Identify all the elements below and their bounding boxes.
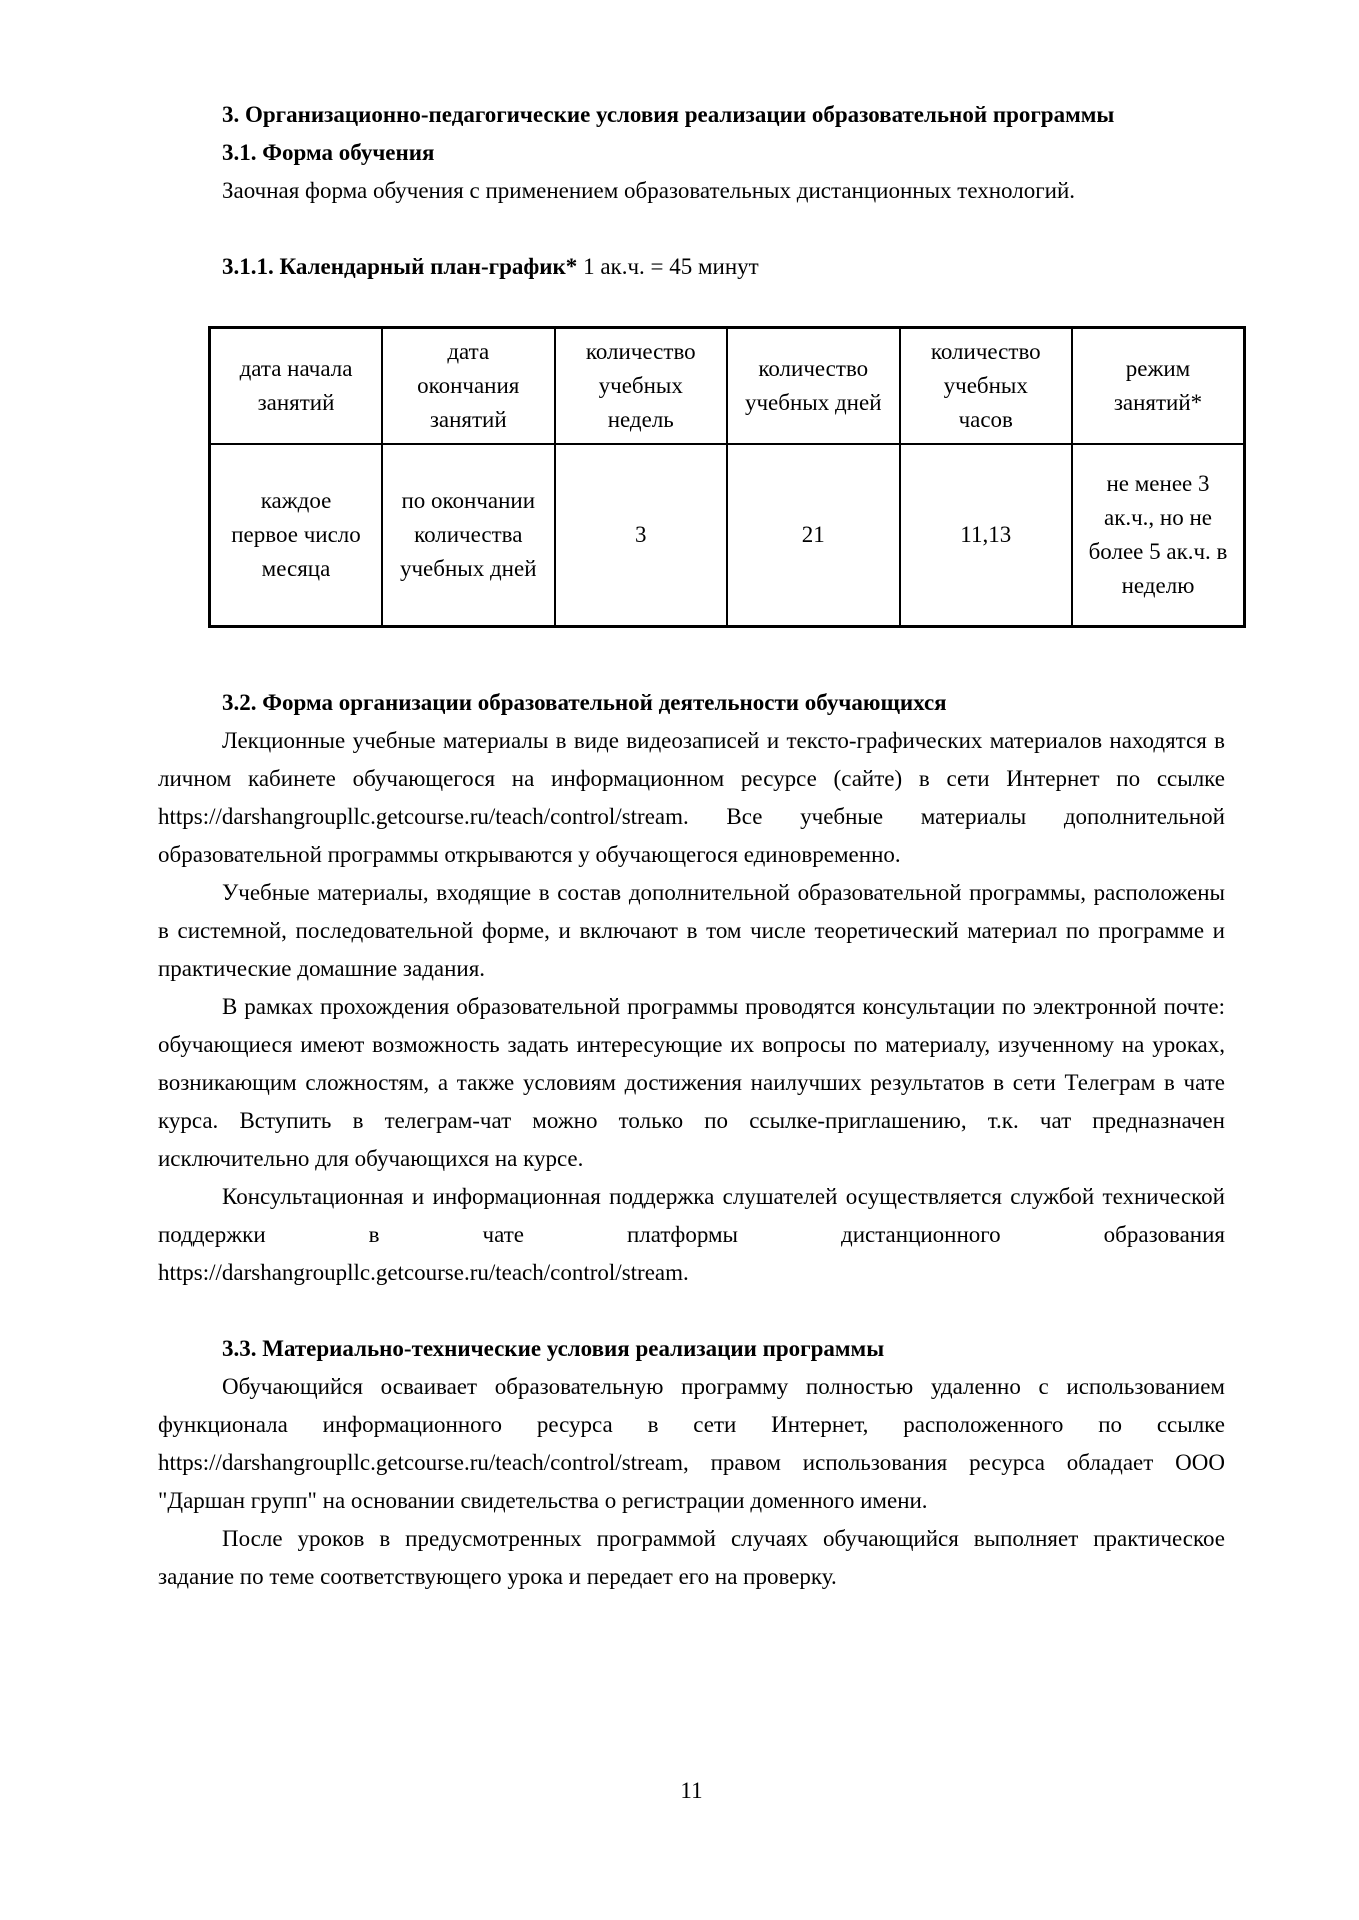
page-number: 11 <box>680 1778 703 1803</box>
section-3-1-paragraph: Заочная форма обучения с применением образовательных дистанционных технологий. <box>222 178 1076 203</box>
schedule-table <box>208 326 1246 628</box>
section-3-1-1-heading-bold: 3.1.1. Календарный план-график* <box>222 254 578 279</box>
column-header-weeks: количество учебных недель <box>555 328 728 445</box>
cell-weeks: 3 <box>555 444 728 626</box>
column-header-mode: режим занятий* <box>1072 328 1245 445</box>
section-3-2-paragraph-4: Консультационная и информационная поддержка слушателей осуществляется службой технической поддержки в чате платформы дистанционного образования https://darshangroupllc.getcourse.ru/teach/control/stream. <box>158 1183 1225 1285</box>
cell-days: 21 <box>727 444 900 626</box>
schedule-table-header-row <box>210 328 1245 445</box>
column-header-end-date: дата окончания занятий <box>382 328 555 445</box>
cell-end-date: по окончании количества учебных дней <box>382 444 555 626</box>
section-3-2-paragraph-2: Учебные материалы, входящие в состав дополнительной образовательной программы, расположены в системной, последовательной форме, и включают в том числе теоретический материал по программе и практические домашние задания. <box>158 879 1225 981</box>
cell-hours: 11,13 <box>900 444 1073 626</box>
section-3-1-1-heading <box>158 248 1225 286</box>
cell-start-date: каждое первое число месяца <box>210 444 383 626</box>
section-3-3-paragraph-2: После уроков в предусмотренных программой случаях обучающийся выполняет практическое задание по теме соответствующего урока и передает его на проверку. <box>158 1525 1225 1589</box>
section-3-heading: 3. Организационно-педагогические условия реализации образовательной программы <box>222 102 1115 127</box>
column-header-start-date: дата начала занятий <box>210 328 383 445</box>
section-3-1-heading: 3.1. Форма обучения <box>222 140 435 165</box>
table-row <box>210 444 1245 626</box>
section-3-2-paragraph-1: Лекционные учебные материалы в виде видеозаписей и тексто-графических материалов находятся в личном кабинете обучающегося на информационном ресурсе (сайте) в сети Интернет по ссылке https://darshangroupllc.getcourse.ru/teach/control/stream. Все учебные материалы дополнительной образовательной программы открываются у обучающегося единовременно. <box>158 727 1225 867</box>
column-header-hours: количество учебных часов <box>900 328 1073 445</box>
section-3-1-1-heading-note: 1 ак.ч. = 45 минут <box>577 254 759 279</box>
column-header-days: количество учебных дней <box>727 328 900 445</box>
section-3-2-heading: 3.2. Форма организации образовательной деятельности обучающихся <box>222 689 947 715</box>
cell-mode: не менее 3 ак.ч., но не более 5 ак.ч. в неделю <box>1072 444 1245 626</box>
section-3-2-paragraph-3: В рамках прохождения образовательной программы проводятся консультации по электронной почте: обучающиеся имеют возможность задать интересующие их вопросы по материалу, изученному на уроках, возникающим сложностям, а также условиям достижения наилучших результатов в сети Телеграм в чате курса. Вступить в телеграм-чат можно только по ссылке-приглашению, т.к. чат предназначен исключительно для обучающихся на курсе. <box>158 993 1225 1171</box>
section-3-3-heading: 3.3. Материально-технические условия реализации программы <box>222 1335 885 1361</box>
section-3-3-paragraph-1: Обучающийся осваивает образовательную программу полностью удаленно с использованием функционала информационного ресурса в сети Интернет, расположенного по ссылке https://darshangroupllc.getcourse.ru/teach/control/stream, правом использования ресурса обладает ООО "Даршан групп" на основании свидетельства о регистрации доменного имени. <box>158 1373 1225 1513</box>
